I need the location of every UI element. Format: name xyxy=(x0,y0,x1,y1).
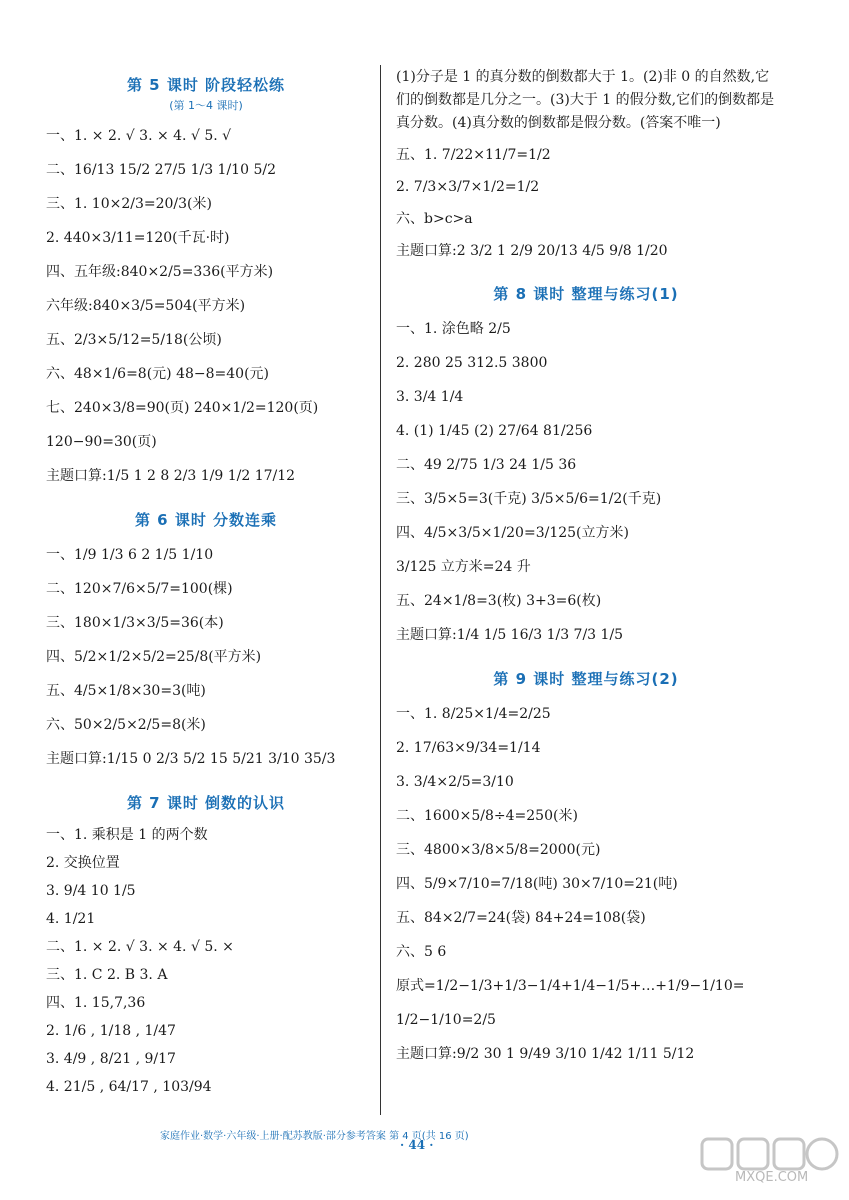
answer-line: 六、50×2/5×2/5=8(米) xyxy=(46,717,206,733)
answer-line: 七、240×3/8=90(页) 240×1/2=120(页) xyxy=(46,400,319,416)
section-7-continued-text: (1)分子是 1 的真分数的倒数都大于 1。(2)非 0 的自然数,它们的倒数都是几分之一。(3)大于 1 的假分数,它们的倒数都是真分数。(4)真分数的倒数都是假分数。(答案不唯一) xyxy=(396,69,775,131)
answer-line: 一、1. 8/25×1/4=2/25 xyxy=(396,706,551,722)
answer-line: 五、24×1/8=3(枚) 3+3=6(枚) xyxy=(396,593,602,609)
watermark-text: MXQE.COM xyxy=(735,1170,809,1185)
section-7-answers xyxy=(46,821,366,1101)
answer-line: 4. (1) 1/45 (2) 27/64 81/256 xyxy=(396,423,593,439)
section-title-7: 第 7 课时 倒数的认识 xyxy=(126,794,286,812)
answer-line: 六年级:840×3/5=504(平方米) xyxy=(46,298,246,314)
answer-line: 一、1. 乘积是 1 的两个数 xyxy=(46,827,208,843)
answer-line: 3. 3/4×2/5=3/10 xyxy=(396,774,514,790)
answer-line: 五、84×2/7=24(袋) 84+24=108(袋) xyxy=(396,910,646,926)
answer-line: 六、5 6 xyxy=(396,944,447,960)
answer-line: 1/2−1/10=2/5 xyxy=(396,1012,496,1028)
answer-line: 五、1. 7/22×11/7=1/2 xyxy=(396,147,551,163)
section-subtitle-5: (第 1～4 课时) xyxy=(169,99,243,112)
answer-line: 二、49 2/75 1/3 24 1/5 36 xyxy=(396,457,577,473)
answer-line: 四、5/2×1/2×5/2=25/8(平方米) xyxy=(46,649,262,665)
answer-line: 三、4800×3/8×5/8=2000(元) xyxy=(396,842,601,858)
answer-line: 六、48×1/6=8(元) 48−8=40(元) xyxy=(46,366,270,382)
answer-line: 一、1. 涂色略 2/5 xyxy=(396,321,511,337)
answer-line: 3/125 立方米=24 升 xyxy=(396,559,531,575)
page-footer: 家庭作业·数学·六年级·上册·配苏教版·部分参考答案 第 4 页(共 16 页) xyxy=(160,1131,469,1142)
answer-line: 2. 7/3×3/7×1/2=1/2 xyxy=(396,179,540,195)
section-title-8: 第 8 课时 整理与练习(1) xyxy=(493,285,679,303)
answer-line: 2. 280 25 312.5 3800 xyxy=(396,355,548,371)
column-divider xyxy=(380,65,381,1115)
answer-line: 2. 1/6 , 1/18 , 1/47 xyxy=(46,1023,176,1039)
answer-line: 二、16/13 15/2 27/5 1/3 1/10 5/2 xyxy=(46,162,276,178)
answer-line: 四、五年级:840×2/5=336(平方米) xyxy=(46,264,274,280)
section-5-answers xyxy=(46,119,366,493)
answer-line: 4. 21/5 , 64/17 , 103/94 xyxy=(46,1079,212,1095)
answer-line: 二、120×7/6×5/7=100(棵) xyxy=(46,581,233,597)
answer-line: 三、3/5×5=3(千克) 3/5×5/6=1/2(千克) xyxy=(396,491,662,507)
answer-line: 主题口算:2 3/2 1 2/9 20/13 4/5 9/8 1/20 xyxy=(396,243,668,259)
answer-line: 2. 440×3/11=120(千瓦·时) xyxy=(46,230,230,246)
answer-line: 四、4/5×3/5×1/20=3/125(立方米) xyxy=(396,525,629,541)
answer-line: 四、5/9×7/10=7/18(吨) 30×7/10=21(吨) xyxy=(396,876,678,892)
section-title-6: 第 6 课时 分数连乘 xyxy=(134,511,278,529)
answer-line: 原式=1/2−1/3+1/3−1/4+1/4−1/5+…+1/9−1/10= xyxy=(396,978,745,994)
answer-line: 3. 9/4 10 1/5 xyxy=(46,883,136,899)
answer-line: 3. 4/9 , 8/21 , 9/17 xyxy=(46,1051,176,1067)
answer-line: 二、1600×5/8÷4=250(米) xyxy=(396,808,578,824)
left-column xyxy=(46,60,366,1101)
answer-line: 三、1. 10×2/3=20/3(米) xyxy=(46,196,212,212)
section-6-answers xyxy=(46,538,366,776)
answer-line: 一、1/9 1/3 6 2 1/5 1/10 xyxy=(46,547,214,563)
answer-line: 2. 17/63×9/34=1/14 xyxy=(396,740,541,756)
answer-line: 主题口算:1/15 0 2/3 5/2 15 5/21 3/10 35/3 xyxy=(46,751,336,767)
answer-line: 主题口算:1/4 1/5 16/3 1/3 7/3 1/5 xyxy=(396,627,624,643)
answer-line: 三、180×1/3×3/5=36(本) xyxy=(46,615,224,631)
section-title-9: 第 9 课时 整理与练习(2) xyxy=(493,670,679,688)
answer-line: 五、4/5×1/8×30=3(吨) xyxy=(46,683,206,699)
answer-line: 四、1. 15,7,36 xyxy=(46,995,146,1011)
answer-line: 一、1. × 2. √ 3. × 4. √ 5. √ xyxy=(46,128,232,144)
answer-line: 3. 3/4 1/4 xyxy=(396,389,464,405)
answer-line: 三、1. C 2. B 3. A xyxy=(46,967,168,983)
answer-line: 主题口算:1/5 1 2 8 2/3 1/9 1/2 17/12 xyxy=(46,468,296,484)
answer-line: 五、2/3×5/12=5/18(公顷) xyxy=(46,332,222,348)
watermark-logo xyxy=(700,1135,840,1195)
answer-line: 120−90=30(页) xyxy=(46,434,157,450)
section-title-5: 第 5 课时 阶段轻松练 xyxy=(126,76,286,94)
right-column xyxy=(396,60,776,1071)
answer-line: 4. 1/21 xyxy=(46,911,96,927)
answer-line: 主题口算:9/2 30 1 9/49 3/10 1/42 1/11 5/12 xyxy=(396,1046,695,1062)
section-9-answers xyxy=(396,697,776,1071)
page-number: · 44 · xyxy=(400,1138,434,1152)
answer-line: 六、b>c>a xyxy=(396,211,473,227)
section-7-answers-continued xyxy=(396,139,776,267)
answer-line: 二、1. × 2. √ 3. × 4. √ 5. × xyxy=(46,939,234,955)
section-8-answers xyxy=(396,312,776,652)
answer-line: 2. 交换位置 xyxy=(46,855,120,871)
